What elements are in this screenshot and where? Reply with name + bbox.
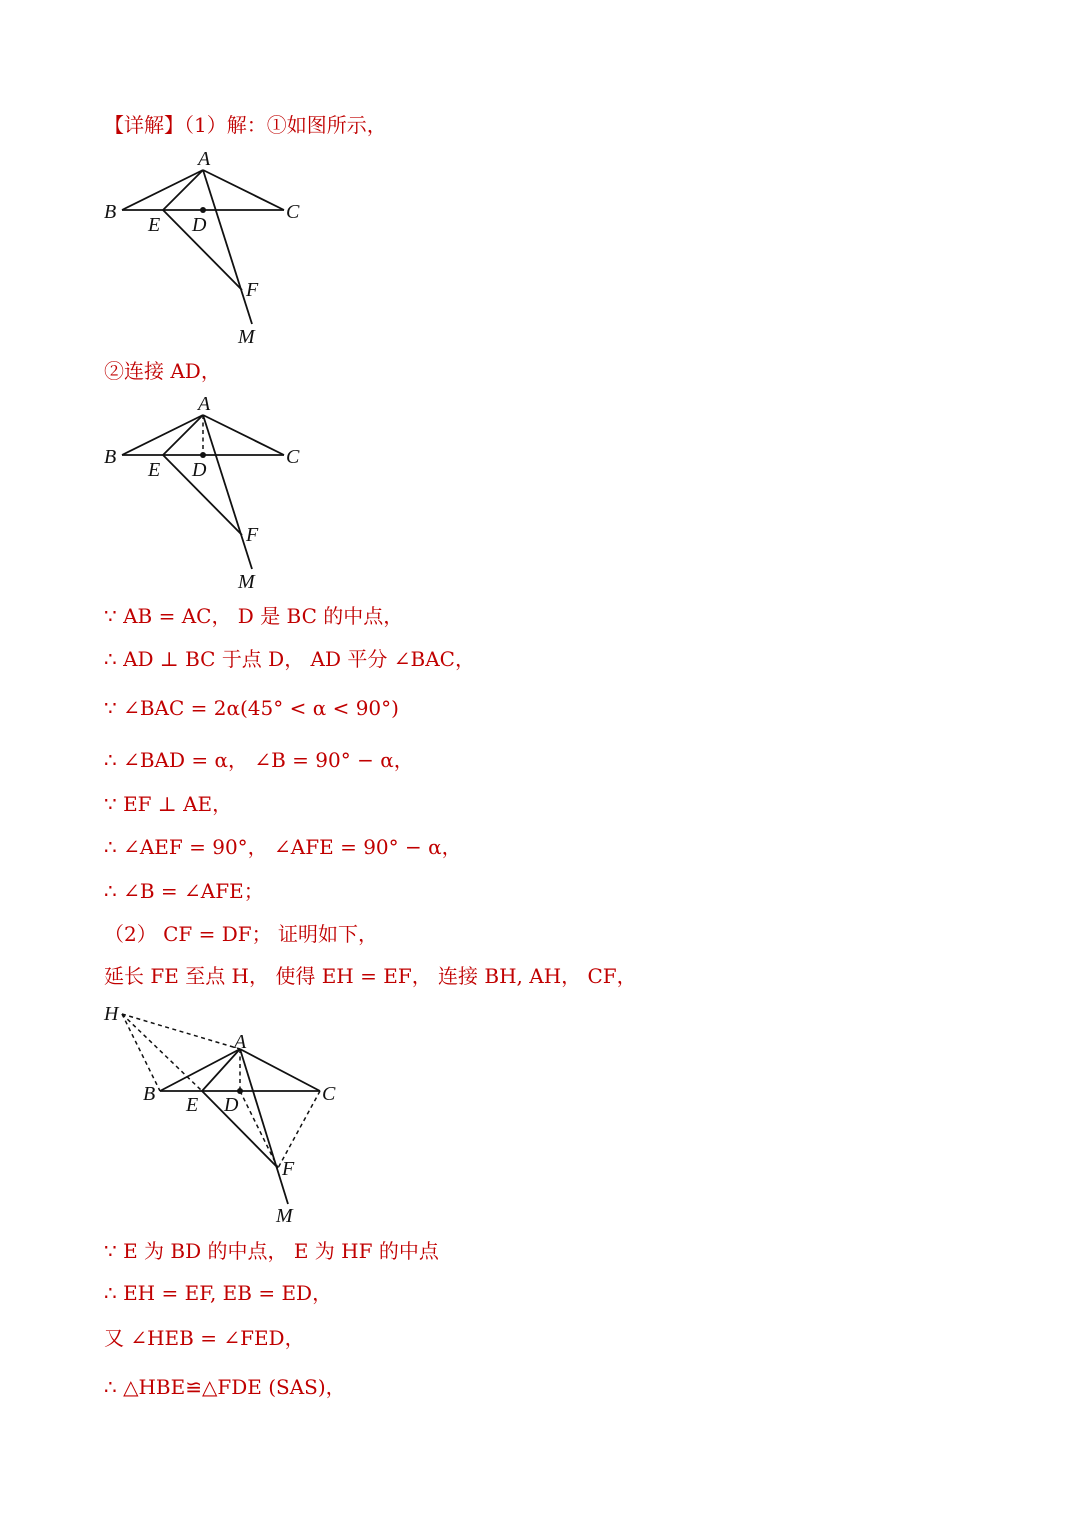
angle-aef-line: ∴ ∠AEF = 90°， ∠AFE = 90° − α， bbox=[104, 835, 462, 859]
figure-2 bbox=[100, 393, 320, 593]
segment-am bbox=[203, 415, 252, 569]
label-d: D bbox=[192, 214, 207, 236]
segment-ae bbox=[202, 1049, 240, 1091]
label-e: E bbox=[148, 214, 161, 236]
point-d bbox=[200, 207, 206, 213]
label-c: C bbox=[322, 1083, 336, 1105]
angle-given-line: ∵ ∠BAC = 2α(45° < α < 90°) bbox=[104, 696, 399, 720]
equal-segments-line: ∴ EH = EF, EB = ED， bbox=[104, 1281, 333, 1305]
label-m: M bbox=[238, 326, 255, 348]
label-a: A bbox=[234, 1031, 247, 1053]
label-c: C bbox=[286, 446, 300, 468]
perp-given-line: ∵ EF ⊥ AE， bbox=[104, 792, 233, 816]
segment-df-dashed bbox=[240, 1091, 278, 1168]
segment-ac bbox=[203, 170, 284, 210]
segment-ac bbox=[203, 415, 284, 455]
label-f: F bbox=[246, 524, 259, 546]
congruence-line: ∴ △HBE≌△FDE (SAS)， bbox=[104, 1375, 346, 1399]
segment-ab bbox=[122, 415, 203, 455]
segment-ae bbox=[163, 170, 203, 210]
segment-ac bbox=[240, 1049, 320, 1091]
label-a: A bbox=[198, 148, 211, 170]
conclusion-line: ∴ AD ⊥ BC 于点 D， AD 平分 ∠BAC， bbox=[104, 647, 475, 671]
segment-he-dashed bbox=[122, 1014, 202, 1091]
segment-hb-dashed bbox=[122, 1014, 160, 1091]
label-e: E bbox=[148, 459, 161, 481]
label-b: B bbox=[143, 1083, 156, 1105]
label-f: F bbox=[282, 1158, 295, 1180]
label-a: A bbox=[198, 393, 211, 415]
point-d bbox=[200, 452, 206, 458]
label-h: H bbox=[104, 1003, 119, 1025]
step-2-line: ②连接 AD， bbox=[104, 359, 221, 383]
segment-cf-dashed bbox=[278, 1091, 320, 1168]
label-m: M bbox=[276, 1205, 293, 1227]
label-m: M bbox=[238, 571, 255, 593]
vertical-angle-line: 又 ∠HEB = ∠FED， bbox=[104, 1326, 305, 1350]
angle-equal-line: ∴ ∠B = ∠AFE； bbox=[104, 879, 264, 903]
part-2-line: （2） CF = DF； 证明如下， bbox=[104, 922, 379, 946]
segment-ae bbox=[163, 415, 203, 455]
label-d: D bbox=[192, 459, 207, 481]
label-d: D bbox=[224, 1094, 239, 1116]
label-b: B bbox=[104, 201, 117, 223]
label-b: B bbox=[104, 446, 117, 468]
segment-ab bbox=[122, 170, 203, 210]
figure-3 bbox=[100, 1000, 360, 1225]
figure-1 bbox=[100, 148, 320, 348]
segment-ef bbox=[202, 1091, 278, 1168]
segment-am bbox=[240, 1049, 288, 1204]
segment-ab bbox=[160, 1049, 240, 1091]
angle-result-line: ∴ ∠BAD = α， ∠B = 90° − α， bbox=[104, 748, 414, 772]
label-f: F bbox=[246, 279, 259, 301]
label-c: C bbox=[286, 201, 300, 223]
midpoint-line: ∵ E 为 BD 的中点， E 为 HF 的中点 bbox=[104, 1239, 439, 1263]
given-line: ∵ AB = AC， D 是 BC 的中点， bbox=[104, 604, 404, 628]
construction-line: 延长 FE 至点 H， 使得 EH = EF， 连接 BH, AH， CF， bbox=[104, 964, 637, 988]
heading-line: 【详解】（1）解：①如图所示， bbox=[104, 113, 387, 137]
segment-am bbox=[203, 170, 252, 324]
label-e: E bbox=[186, 1094, 199, 1116]
